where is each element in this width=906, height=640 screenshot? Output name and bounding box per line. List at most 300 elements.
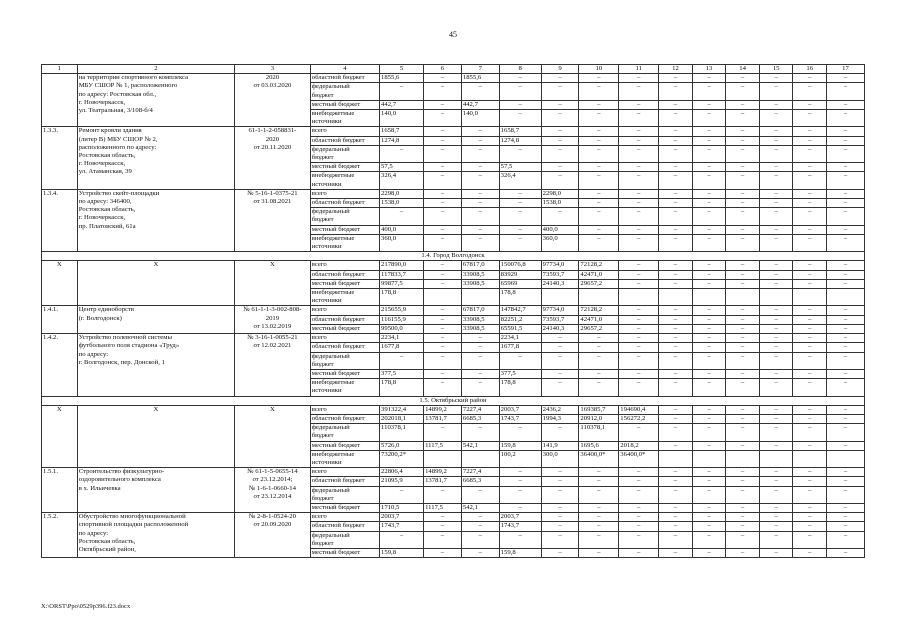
amount-cell: 24140,3	[541, 279, 579, 288]
amount-cell: –	[424, 424, 462, 441]
funding-source: всего	[310, 127, 379, 136]
amount-cell: 178,8	[499, 289, 541, 306]
funding-source: федеральный бюджет	[310, 531, 379, 548]
amount-cell: –	[619, 199, 659, 208]
amount-cell: –	[424, 83, 462, 100]
amount-cell: 2298,0	[380, 189, 424, 198]
header-cell: 13	[692, 65, 726, 74]
amount-cell: –	[827, 369, 865, 378]
amount-cell: –	[692, 199, 726, 208]
item-document: № 2-8-1-0524-20 от 20.09.2020	[235, 513, 311, 558]
amount-cell	[579, 289, 619, 306]
amount-cell: –	[659, 306, 693, 315]
amount-cell: –	[499, 208, 541, 225]
amount-cell: –	[499, 74, 541, 83]
funding-source: местный бюджет	[310, 441, 379, 450]
header-row	[42, 65, 865, 74]
amount-cell: –	[424, 199, 462, 208]
amount-cell: –	[692, 225, 726, 234]
amount-cell: –	[579, 145, 619, 162]
amount-cell: –	[541, 513, 579, 522]
item-number	[42, 74, 78, 127]
amount-cell: –	[692, 522, 726, 531]
amount-cell: –	[461, 145, 499, 162]
item-description: Ремонт кровли здания (литер В) МБУ СШОР № 2, расположенного по адресу: Ростовская область, г. Новочеркасск, ул. Атаманская, 39	[77, 127, 234, 189]
amount-cell: –	[619, 531, 659, 548]
funding-source: внебюджетные источники	[310, 172, 379, 189]
amount-cell: –	[827, 199, 865, 208]
footer-file-path: X:\ORST\Ppo\0529p396.f23.docx	[41, 603, 131, 610]
amount-cell: –	[692, 261, 726, 270]
item-document: № 61-1-1-3-002-808- 2019 от 13.02.2019	[235, 306, 311, 334]
amount-cell: 33908,5	[461, 315, 499, 324]
amount-cell: –	[541, 531, 579, 548]
amount-cell: 1677,8	[380, 343, 424, 352]
amount-cell: 1658,7	[380, 127, 424, 136]
amount-cell: 33908,5	[461, 279, 499, 288]
amount-cell: –	[461, 234, 499, 251]
amount-cell: –	[499, 199, 541, 208]
table-row	[42, 405, 865, 414]
amount-cell: –	[793, 110, 827, 127]
amount-cell: –	[619, 334, 659, 343]
amount-cell: –	[424, 145, 462, 162]
amount-cell	[541, 289, 579, 306]
amount-cell: –	[793, 199, 827, 208]
amount-cell: –	[461, 334, 499, 343]
amount-cell	[461, 289, 499, 306]
funding-source: внебюджетные источники	[310, 110, 379, 127]
amount-cell: –	[827, 486, 865, 503]
amount-cell: –	[541, 334, 579, 343]
amount-cell: –	[692, 306, 726, 315]
amount-cell: 2234,1	[380, 334, 424, 343]
amount-cell: –	[659, 225, 693, 234]
item-description: X	[77, 261, 234, 306]
header-cell: 7	[461, 65, 499, 74]
amount-cell: –	[759, 343, 793, 352]
amount-cell: –	[619, 424, 659, 441]
amount-cell	[827, 289, 865, 306]
amount-cell: 6685,3	[461, 414, 499, 423]
amount-cell: 42471,0	[579, 315, 619, 324]
amount-cell: –	[793, 548, 827, 557]
amount-cell: –	[759, 324, 793, 333]
amount-cell: –	[619, 234, 659, 251]
table-row	[42, 468, 865, 477]
amount-cell: –	[759, 100, 793, 109]
amount-cell: –	[541, 74, 579, 83]
amount-cell: –	[759, 208, 793, 225]
amount-cell: –	[659, 477, 693, 486]
amount-cell: –	[619, 208, 659, 225]
amount-cell: 36400,0*	[579, 450, 619, 467]
table-row	[42, 513, 865, 522]
funding-source: федеральный бюджет	[310, 83, 379, 100]
section-title: 1.5. Октябрьский район	[42, 396, 865, 405]
amount-cell: –	[579, 100, 619, 109]
amount-cell: –	[827, 405, 865, 414]
funding-source: областной бюджет	[310, 414, 379, 423]
amount-cell: –	[579, 208, 619, 225]
amount-cell: –	[759, 279, 793, 288]
amount-cell: –	[827, 145, 865, 162]
amount-cell: 1677,8	[499, 343, 541, 352]
amount-cell: –	[793, 225, 827, 234]
header-cell: 2	[77, 65, 234, 74]
amount-cell: –	[541, 369, 579, 378]
header-cell: 3	[235, 65, 311, 74]
amount-cell: 1710,5	[380, 503, 424, 512]
amount-cell: –	[726, 172, 760, 189]
amount-cell: –	[659, 100, 693, 109]
amount-cell: –	[759, 468, 793, 477]
amount-cell: –	[827, 414, 865, 423]
amount-cell: –	[726, 208, 760, 225]
amount-cell: –	[659, 261, 693, 270]
header-cell: 10	[579, 65, 619, 74]
amount-cell: 29657,2	[579, 279, 619, 288]
amount-cell: –	[726, 369, 760, 378]
amount-cell: 360,0	[541, 234, 579, 251]
amount-cell	[827, 450, 865, 467]
amount-cell: –	[499, 189, 541, 198]
amount-cell: –	[579, 352, 619, 369]
item-description: X	[77, 405, 234, 467]
funding-source: местный бюджет	[310, 279, 379, 288]
amount-cell: –	[659, 83, 693, 100]
amount-cell: –	[793, 127, 827, 136]
amount-cell: –	[461, 343, 499, 352]
amount-cell: –	[579, 189, 619, 198]
amount-cell: –	[619, 486, 659, 503]
amount-cell: –	[659, 189, 693, 198]
amount-cell: –	[579, 225, 619, 234]
amount-cell	[692, 289, 726, 306]
funding-source: федеральный бюджет	[310, 486, 379, 503]
funding-source: местный бюджет	[310, 503, 379, 512]
amount-cell: 1695,6	[579, 441, 619, 450]
header-cell: 11	[619, 65, 659, 74]
amount-cell: –	[692, 334, 726, 343]
amount-cell: –	[541, 163, 579, 172]
amount-cell: –	[579, 548, 619, 557]
amount-cell: –	[579, 199, 619, 208]
amount-cell: –	[619, 163, 659, 172]
amount-cell: –	[726, 343, 760, 352]
amount-cell: –	[659, 414, 693, 423]
amount-cell: –	[759, 503, 793, 512]
amount-cell	[793, 289, 827, 306]
amount-cell: –	[793, 414, 827, 423]
funding-source: внебюджетные источники	[310, 289, 379, 306]
amount-cell: –	[793, 477, 827, 486]
amount-cell: –	[793, 172, 827, 189]
amount-cell: 217890,0	[380, 261, 424, 270]
table-row	[42, 306, 865, 315]
amount-cell: –	[827, 477, 865, 486]
amount-cell: –	[619, 136, 659, 145]
funding-source: местный бюджет	[310, 369, 379, 378]
amount-cell: –	[726, 513, 760, 522]
item-description: Центр единоборств (г. Волгодонск)	[77, 306, 234, 334]
funding-source: внебюджетные источники	[310, 234, 379, 251]
amount-cell: –	[692, 477, 726, 486]
amount-cell: –	[692, 503, 726, 512]
amount-cell: 1274,8	[499, 136, 541, 145]
amount-cell: –	[726, 468, 760, 477]
amount-cell: –	[461, 548, 499, 557]
amount-cell: –	[424, 531, 462, 548]
amount-cell: –	[726, 100, 760, 109]
amount-cell: –	[793, 324, 827, 333]
amount-cell: –	[659, 343, 693, 352]
funding-source: местный бюджет	[310, 100, 379, 109]
amount-cell: 1743,7	[380, 522, 424, 531]
funding-source: всего	[310, 468, 379, 477]
amount-cell: –	[726, 127, 760, 136]
amount-cell: –	[659, 199, 693, 208]
amount-cell: 33908,5	[461, 324, 499, 333]
amount-cell: –	[793, 234, 827, 251]
amount-cell: –	[541, 127, 579, 136]
amount-cell: –	[759, 145, 793, 162]
amount-cell: –	[461, 127, 499, 136]
funding-source: областной бюджет	[310, 522, 379, 531]
amount-cell: –	[659, 405, 693, 414]
funding-source: внебюджетные источники	[310, 379, 379, 396]
amount-cell: –	[793, 208, 827, 225]
amount-cell: –	[793, 334, 827, 343]
table-row	[42, 261, 865, 270]
amount-cell: –	[726, 270, 760, 279]
amount-cell: –	[659, 468, 693, 477]
amount-cell: –	[461, 379, 499, 396]
amount-cell: –	[692, 441, 726, 450]
amount-cell: –	[579, 234, 619, 251]
amount-cell: –	[461, 199, 499, 208]
amount-cell: –	[619, 315, 659, 324]
amount-cell: –	[541, 100, 579, 109]
amount-cell: –	[692, 324, 726, 333]
amount-cell: 442,7	[461, 100, 499, 109]
amount-cell: 377,5	[380, 369, 424, 378]
amount-cell: –	[692, 189, 726, 198]
amount-cell: –	[827, 172, 865, 189]
amount-cell: –	[827, 503, 865, 512]
amount-cell: –	[461, 136, 499, 145]
amount-cell: –	[659, 110, 693, 127]
item-document: 61-1-1-2-058831- 2020 от 20.11.2020	[235, 127, 311, 189]
amount-cell: –	[759, 315, 793, 324]
amount-cell: –	[424, 189, 462, 198]
amount-cell: –	[793, 531, 827, 548]
amount-cell: –	[659, 441, 693, 450]
amount-cell: 57,5	[499, 163, 541, 172]
amount-cell: –	[759, 110, 793, 127]
amount-cell: 99500,0	[380, 324, 424, 333]
header-cell: 5	[380, 65, 424, 74]
amount-cell: –	[380, 83, 424, 100]
amount-cell: –	[793, 405, 827, 414]
amount-cell: 99877,5	[380, 279, 424, 288]
amount-cell: –	[692, 145, 726, 162]
amount-cell: 33908,5	[461, 270, 499, 279]
amount-cell: –	[692, 83, 726, 100]
amount-cell: –	[793, 352, 827, 369]
amount-cell: 2298,0	[541, 189, 579, 198]
amount-cell: –	[759, 306, 793, 315]
amount-cell: –	[726, 548, 760, 557]
amount-cell: –	[726, 315, 760, 324]
amount-cell: –	[827, 315, 865, 324]
amount-cell: 178,8	[499, 379, 541, 396]
amount-cell: –	[793, 343, 827, 352]
amount-cell: –	[659, 334, 693, 343]
table-row	[42, 334, 865, 343]
amount-cell: 1994,3	[541, 414, 579, 423]
amount-cell: –	[619, 503, 659, 512]
amount-cell: –	[380, 486, 424, 503]
amount-cell: –	[692, 208, 726, 225]
amount-cell: 110378,1	[380, 424, 424, 441]
amount-cell: –	[579, 468, 619, 477]
amount-cell: –	[726, 441, 760, 450]
amount-cell: 300,0	[541, 450, 579, 467]
amount-cell: –	[793, 279, 827, 288]
amount-cell: –	[541, 548, 579, 557]
amount-cell: –	[424, 127, 462, 136]
amount-cell: –	[827, 279, 865, 288]
amount-cell: –	[499, 486, 541, 503]
amount-cell: –	[619, 261, 659, 270]
amount-cell: –	[793, 189, 827, 198]
item-description: на территории спортивного комплекса МБУ СШОР № 1, расположенного по адресу: Ростовская обл., г. Новочеркасск, ул. Театральная, 3/108-б/4	[77, 74, 234, 127]
amount-cell: –	[659, 279, 693, 288]
amount-cell: 169385,7	[579, 405, 619, 414]
amount-cell: –	[793, 486, 827, 503]
amount-cell: 1743,7	[499, 414, 541, 423]
amount-cell: –	[793, 315, 827, 324]
amount-cell: –	[692, 369, 726, 378]
amount-cell: –	[827, 468, 865, 477]
amount-cell: –	[793, 270, 827, 279]
amount-cell: –	[461, 424, 499, 441]
amount-cell: –	[793, 136, 827, 145]
amount-cell: –	[461, 208, 499, 225]
amount-cell: –	[692, 279, 726, 288]
amount-cell: –	[726, 334, 760, 343]
amount-cell: –	[659, 136, 693, 145]
amount-cell: –	[659, 315, 693, 324]
amount-cell: 1855,6	[461, 74, 499, 83]
amount-cell: –	[759, 352, 793, 369]
funding-source: местный бюджет	[310, 324, 379, 333]
amount-cell: –	[827, 74, 865, 83]
amount-cell: –	[499, 234, 541, 251]
amount-cell: 42471,0	[579, 270, 619, 279]
amount-cell: –	[726, 136, 760, 145]
header-cell: 8	[499, 65, 541, 74]
amount-cell: 140,0	[461, 110, 499, 127]
amount-cell: –	[619, 110, 659, 127]
amount-cell: –	[619, 189, 659, 198]
amount-cell: –	[424, 334, 462, 343]
amount-cell: –	[541, 208, 579, 225]
amount-cell: –	[461, 486, 499, 503]
amount-cell: 13781,7	[424, 477, 462, 486]
amount-cell: –	[759, 127, 793, 136]
amount-cell: –	[726, 189, 760, 198]
funding-source: федеральный бюджет	[310, 352, 379, 369]
amount-cell: 542,1	[461, 503, 499, 512]
amount-cell: 2003,7	[499, 405, 541, 414]
amount-cell: –	[461, 189, 499, 198]
amount-cell	[726, 289, 760, 306]
amount-cell: –	[726, 74, 760, 83]
funding-source: областной бюджет	[310, 270, 379, 279]
amount-cell: –	[726, 306, 760, 315]
amount-cell: –	[726, 163, 760, 172]
amount-cell: –	[793, 306, 827, 315]
amount-cell: 21095,9	[380, 477, 424, 486]
amount-cell: –	[692, 513, 726, 522]
funding-source: всего	[310, 306, 379, 315]
header-cell: 17	[827, 65, 865, 74]
amount-cell: –	[461, 522, 499, 531]
amount-cell: 97734,0	[541, 261, 579, 270]
item-number: 1.5.1.	[42, 468, 78, 513]
table-row	[42, 74, 865, 83]
amount-cell: –	[726, 225, 760, 234]
amount-cell: –	[619, 522, 659, 531]
amount-cell: –	[726, 199, 760, 208]
amount-cell: –	[692, 352, 726, 369]
amount-cell: –	[541, 486, 579, 503]
amount-cell: –	[461, 352, 499, 369]
amount-cell: –	[827, 324, 865, 333]
amount-cell: –	[759, 531, 793, 548]
amount-cell: 400,0	[380, 225, 424, 234]
amount-cell: –	[692, 486, 726, 503]
amount-cell: –	[759, 199, 793, 208]
amount-cell: 215655,9	[380, 306, 424, 315]
amount-cell: –	[827, 189, 865, 198]
amount-cell: 391322,4	[380, 405, 424, 414]
amount-cell: –	[424, 225, 462, 234]
amount-cell: –	[424, 74, 462, 83]
funding-source: внебюджетные источники	[310, 450, 379, 467]
amount-cell: –	[579, 486, 619, 503]
amount-cell: –	[579, 513, 619, 522]
amount-cell: –	[541, 424, 579, 441]
amount-cell: –	[541, 522, 579, 531]
amount-cell: –	[827, 343, 865, 352]
amount-cell: –	[499, 477, 541, 486]
amount-cell: –	[692, 127, 726, 136]
amount-cell: –	[380, 208, 424, 225]
amount-cell: –	[726, 503, 760, 512]
header-cell: 6	[424, 65, 462, 74]
amount-cell: –	[726, 477, 760, 486]
amount-cell: –	[793, 424, 827, 441]
amount-cell: –	[541, 468, 579, 477]
amount-cell: –	[692, 414, 726, 423]
amount-cell: –	[541, 145, 579, 162]
amount-cell: –	[619, 270, 659, 279]
item-document: X	[235, 405, 311, 467]
amount-cell: –	[541, 352, 579, 369]
